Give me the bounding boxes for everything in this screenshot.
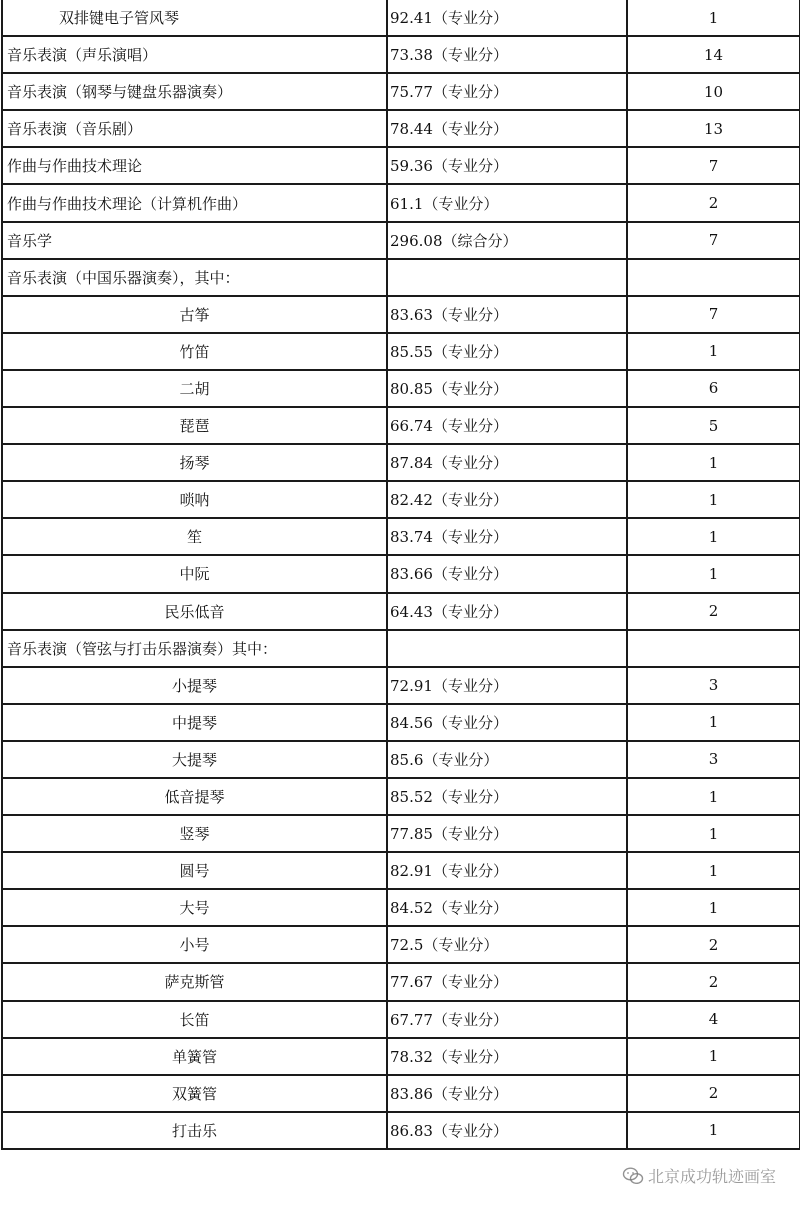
score-cell: 82.42（专业分）: [387, 481, 627, 518]
score-cell: [387, 630, 627, 667]
score-cell: 296.08（综合分）: [387, 222, 627, 259]
count-cell: 1: [627, 333, 800, 370]
table-row: [2, 73, 800, 110]
score-cell: 72.91（专业分）: [387, 667, 627, 704]
major-name-cell: 低音提琴: [2, 778, 387, 815]
table-row: [2, 110, 800, 147]
major-name-cell: 单簧管: [2, 1038, 387, 1075]
major-name-cell: 二胡: [2, 370, 387, 407]
table-row: [2, 1001, 800, 1038]
major-name-cell: 音乐表演（管弦与打击乐器演奏）其中：: [2, 630, 387, 667]
table-row: [2, 926, 800, 963]
score-cell: 78.32（专业分）: [387, 1038, 627, 1075]
table-row: [2, 36, 800, 73]
count-cell: 1: [627, 852, 800, 889]
count-cell: 6: [627, 370, 800, 407]
table-row: [2, 296, 800, 333]
count-cell: 1: [627, 444, 800, 481]
score-table-body: [2, 0, 800, 1149]
score-cell: 92.41（专业分）: [387, 0, 627, 36]
table-row: [2, 222, 800, 259]
table-row: [2, 259, 800, 296]
count-cell: [627, 630, 800, 667]
count-cell: 13: [627, 110, 800, 147]
major-name-cell: 笙: [2, 518, 387, 555]
table-row: [2, 481, 800, 518]
major-name-cell: 竖琴: [2, 815, 387, 852]
score-cell: 80.85（专业分）: [387, 370, 627, 407]
score-cell: 87.84（专业分）: [387, 444, 627, 481]
count-cell: 1: [627, 1112, 800, 1149]
major-name-cell: 音乐表演（中国乐器演奏），其中：: [2, 259, 387, 296]
watermark: [622, 1164, 776, 1187]
count-cell: 7: [627, 222, 800, 259]
count-cell: 5: [627, 407, 800, 444]
count-cell: 2: [627, 1075, 800, 1112]
count-cell: 3: [627, 667, 800, 704]
count-cell: 1: [627, 555, 800, 592]
count-cell: 2: [627, 926, 800, 963]
score-cell: 86.83（专业分）: [387, 1112, 627, 1149]
score-cell: 85.52（专业分）: [387, 778, 627, 815]
score-cell: [387, 259, 627, 296]
count-cell: 14: [627, 36, 800, 73]
score-cell: 84.56（专业分）: [387, 704, 627, 741]
score-cell: 66.74（专业分）: [387, 407, 627, 444]
major-name-cell: 音乐表演（声乐演唱）: [2, 36, 387, 73]
score-cell: 77.67（专业分）: [387, 963, 627, 1000]
major-name-cell: 民乐低音: [2, 593, 387, 630]
table-row: [2, 407, 800, 444]
table-row: [2, 630, 800, 667]
score-cell: 83.86（专业分）: [387, 1075, 627, 1112]
score-cell: 78.44（专业分）: [387, 110, 627, 147]
major-name-cell: 萨克斯管: [2, 963, 387, 1000]
count-cell: [627, 259, 800, 296]
count-cell: 7: [627, 147, 800, 184]
major-name-cell: 音乐表演（音乐剧）: [2, 110, 387, 147]
score-cell: 82.91（专业分）: [387, 852, 627, 889]
table-row: [2, 147, 800, 184]
count-cell: 2: [627, 963, 800, 1000]
count-cell: 7: [627, 296, 800, 333]
major-name-cell: 打击乐: [2, 1112, 387, 1149]
major-name-cell: 长笛: [2, 1001, 387, 1038]
count-cell: 2: [627, 593, 800, 630]
table-row: [2, 667, 800, 704]
table-row: [2, 444, 800, 481]
score-cell: 72.5（专业分）: [387, 926, 627, 963]
score-cell: 67.77（专业分）: [387, 1001, 627, 1038]
table-row: [2, 1112, 800, 1149]
table-row: [2, 1075, 800, 1112]
table-row: [2, 741, 800, 778]
major-name-cell: 古筝: [2, 296, 387, 333]
score-cell: 61.1（专业分）: [387, 184, 627, 221]
count-cell: 4: [627, 1001, 800, 1038]
score-cell: 83.66（专业分）: [387, 555, 627, 592]
count-cell: 1: [627, 0, 800, 36]
major-name-cell: 竹笛: [2, 333, 387, 370]
major-name-cell: 音乐学: [2, 222, 387, 259]
wechat-icon: [622, 1166, 644, 1186]
table-row: [2, 963, 800, 1000]
score-table: [1, 0, 800, 1150]
major-name-cell: 琵琶: [2, 407, 387, 444]
major-name-cell: 作曲与作曲技术理论（计算机作曲）: [2, 184, 387, 221]
table-row: [2, 889, 800, 926]
major-name-cell: 大号: [2, 889, 387, 926]
major-name-cell: 圆号: [2, 852, 387, 889]
score-cell: 73.38（专业分）: [387, 36, 627, 73]
table-row: [2, 0, 800, 36]
major-name-cell: 双排键电子管风琴: [2, 0, 387, 36]
score-cell: 83.63（专业分）: [387, 296, 627, 333]
major-name-cell: 小提琴: [2, 667, 387, 704]
score-cell: 64.43（专业分）: [387, 593, 627, 630]
count-cell: 1: [627, 889, 800, 926]
watermark-text: 北京成功轨迹画室: [647, 1167, 776, 1186]
score-cell: 85.55（专业分）: [387, 333, 627, 370]
count-cell: 1: [627, 704, 800, 741]
major-name-cell: 双簧管: [2, 1075, 387, 1112]
table-row: [2, 555, 800, 592]
score-cell: 83.74（专业分）: [387, 518, 627, 555]
table-row: [2, 778, 800, 815]
major-name-cell: 作曲与作曲技术理论: [2, 147, 387, 184]
count-cell: 3: [627, 741, 800, 778]
major-name-cell: 扬琴: [2, 444, 387, 481]
count-cell: 10: [627, 73, 800, 110]
table-row: [2, 370, 800, 407]
table-row: [2, 593, 800, 630]
count-cell: 2: [627, 184, 800, 221]
major-name-cell: 中提琴: [2, 704, 387, 741]
count-cell: 1: [627, 1038, 800, 1075]
major-name-cell: 音乐表演（钢琴与键盘乐器演奏）: [2, 73, 387, 110]
major-name-cell: 唢呐: [2, 481, 387, 518]
major-name-cell: 小号: [2, 926, 387, 963]
count-cell: 1: [627, 518, 800, 555]
score-cell: 77.85（专业分）: [387, 815, 627, 852]
table-row: [2, 518, 800, 555]
score-cell: 85.6（专业分）: [387, 741, 627, 778]
table-row: [2, 184, 800, 221]
table-row: [2, 815, 800, 852]
score-cell: 84.52（专业分）: [387, 889, 627, 926]
count-cell: 1: [627, 815, 800, 852]
count-cell: 1: [627, 778, 800, 815]
count-cell: 1: [627, 481, 800, 518]
score-cell: 59.36（专业分）: [387, 147, 627, 184]
table-row: [2, 333, 800, 370]
major-name-cell: 中阮: [2, 555, 387, 592]
table-row: [2, 852, 800, 889]
score-cell: 75.77（专业分）: [387, 73, 627, 110]
table-row: [2, 1038, 800, 1075]
major-name-cell: 大提琴: [2, 741, 387, 778]
table-row: [2, 704, 800, 741]
